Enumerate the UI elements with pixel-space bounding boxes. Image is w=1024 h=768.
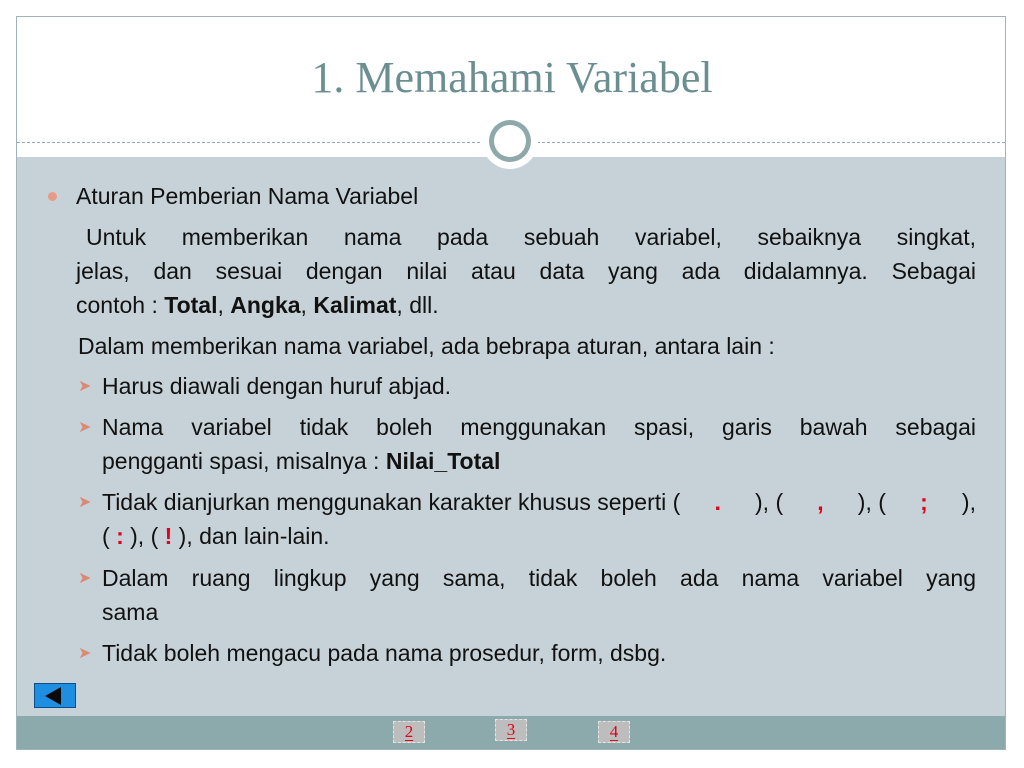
para1-suffix: , dll. (396, 292, 439, 318)
example-kalimat: Kalimat (313, 292, 397, 318)
para1-line3 (76, 288, 439, 322)
rule-2-prefix: pengganti spasi, misalnya : (102, 448, 386, 474)
special-char-exclamation: ! (164, 523, 173, 549)
page-link-4[interactable] (598, 721, 630, 743)
example-total: Total (164, 292, 218, 318)
arrow-bullet-icon: ➤ (78, 645, 92, 662)
rule-2-line1: Nama variabel tidak boleh menggunakan spasi, garis bawah sebagai (102, 414, 976, 440)
rule-3-part-b: ), ( (748, 489, 790, 515)
rule-3-part-c: ), ( (851, 489, 893, 515)
special-char-comma: , (817, 489, 824, 515)
section-heading: Aturan Pemberian Nama Variabel (76, 183, 419, 209)
rule-2-line2 (102, 444, 500, 478)
special-char-dot: . (714, 489, 721, 515)
para1-line1: Untuk memberikan nama pada sebuah variabel, sebaiknya singkat, (86, 224, 976, 250)
rule-3-part-d: ), (955, 489, 976, 515)
page-link-3-label: 3 (506, 720, 516, 739)
rule-3-part-g: ), dan lain-lain. (172, 523, 330, 549)
rule-3-line2 (102, 519, 330, 553)
arrow-bullet-icon: ➤ (78, 419, 92, 436)
example-nilai-total: Nilai_Total (385, 448, 501, 474)
arrow-bullet-icon: ➤ (78, 378, 92, 395)
rule-4-line2: sama (102, 599, 159, 625)
rule-3-part-f: ), ( (123, 523, 165, 549)
back-button[interactable] (34, 683, 76, 708)
rule-4-line1: Dalam ruang lingkup yang sama, tidak boleh ada nama variabel yang (102, 565, 976, 591)
rule-5: Tidak boleh mengacu pada nama prosedur, form, dsbg. (102, 640, 667, 666)
para1-sep2: , (300, 292, 314, 318)
decorative-ring-center (494, 125, 526, 157)
para1-line2: jelas, dan sesuai dengan nilai atau data yang ada didalamnya. Sebagai (76, 258, 976, 284)
page-link-2-label: 2 (404, 722, 414, 741)
page-link-3[interactable] (495, 719, 527, 741)
special-char-colon: : (116, 523, 124, 549)
para2: Dalam memberikan nama variabel, ada bebrapa aturan, antara lain : (78, 333, 775, 359)
special-char-semicolon: ; (920, 489, 928, 515)
rule-1: Harus diawali dengan huruf abjad. (102, 373, 452, 399)
example-angka: Angka (230, 292, 301, 318)
para1-prefix: contoh : (76, 292, 165, 318)
arrow-bullet-icon: ➤ (78, 494, 92, 511)
rule-3-part-a: Tidak dianjurkan menggunakan karakter khusus seperti ( (102, 489, 687, 515)
slide-title: 1. Memahami Variabel (311, 53, 713, 102)
page-link-2[interactable] (393, 721, 425, 743)
rule-3-part-e: ( (102, 523, 117, 549)
para1-sep1: , (217, 292, 231, 318)
bullet-dot-icon (48, 192, 57, 201)
rule-3-line1 (102, 485, 976, 519)
back-arrow-icon (45, 687, 61, 705)
page-link-4-label: 4 (609, 722, 619, 741)
arrow-bullet-icon: ➤ (78, 570, 92, 587)
